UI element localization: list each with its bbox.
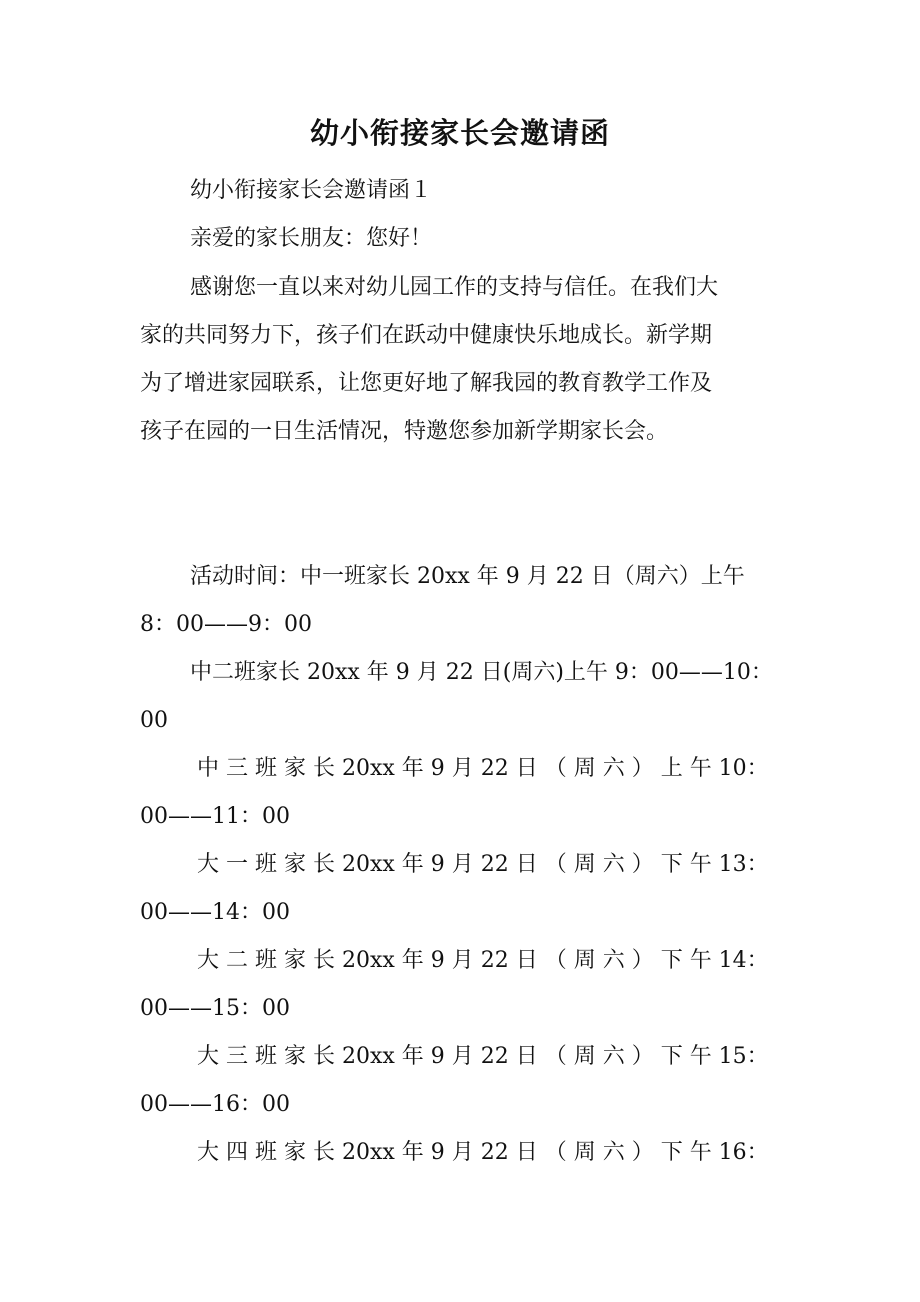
intro-line-4: 孩子在园的一日生活情况，特邀您参加新学期家长会。 bbox=[140, 419, 669, 444]
letter-heading: 幼小衔接家长会邀请函１ bbox=[190, 178, 433, 203]
schedule-item-1: 活动时间：中一班家长 20xx 年 9 月 22 日（周六）上午 bbox=[190, 564, 745, 589]
schedule-item-4: 大 一 班 家 长 20xx 年 9 月 22 日 （ 周 六 ） 下 午 13： bbox=[197, 852, 769, 877]
schedule-item-3-time: 00——11：00 bbox=[140, 804, 290, 829]
schedule-item-2: 中二班家长 20xx 年 9 月 22 日(周六)上午 9：00——10： bbox=[190, 660, 773, 685]
schedule-item-5-time: 00——15：00 bbox=[140, 996, 290, 1021]
intro-line-3: 为了增进家园联系，让您更好地了解我园的教育教学工作及 bbox=[140, 371, 713, 396]
schedule-item-5: 大 二 班 家 长 20xx 年 9 月 22 日 （ 周 六 ） 下 午 14： bbox=[197, 948, 769, 973]
schedule-item-3: 中 三 班 家 长 20xx 年 9 月 22 日 （ 周 六 ） 上 午 10： bbox=[197, 756, 769, 781]
greeting: 亲爱的家长朋友：您好！ bbox=[190, 226, 433, 251]
document-title: 幼小衔接家长会邀请函 bbox=[309, 116, 610, 150]
schedule-item-7: 大 四 班 家 长 20xx 年 9 月 22 日 （ 周 六 ） 下 午 16： bbox=[197, 1140, 769, 1165]
intro-line-2: 家的共同努力下，孩子们在跃动中健康快乐地成长。新学期 bbox=[140, 323, 713, 348]
schedule-item-4-time: 00——14：00 bbox=[140, 900, 290, 925]
schedule-item-6: 大 三 班 家 长 20xx 年 9 月 22 日 （ 周 六 ） 下 午 15： bbox=[197, 1044, 769, 1069]
schedule-item-2-time: 00 bbox=[140, 708, 168, 733]
schedule-item-6-time: 00——16：00 bbox=[140, 1092, 290, 1117]
schedule-item-1-time: 8：00——9：00 bbox=[140, 612, 312, 637]
intro-line-1: 感谢您一直以来对幼儿园工作的支持与信任。在我们大 bbox=[190, 275, 719, 300]
